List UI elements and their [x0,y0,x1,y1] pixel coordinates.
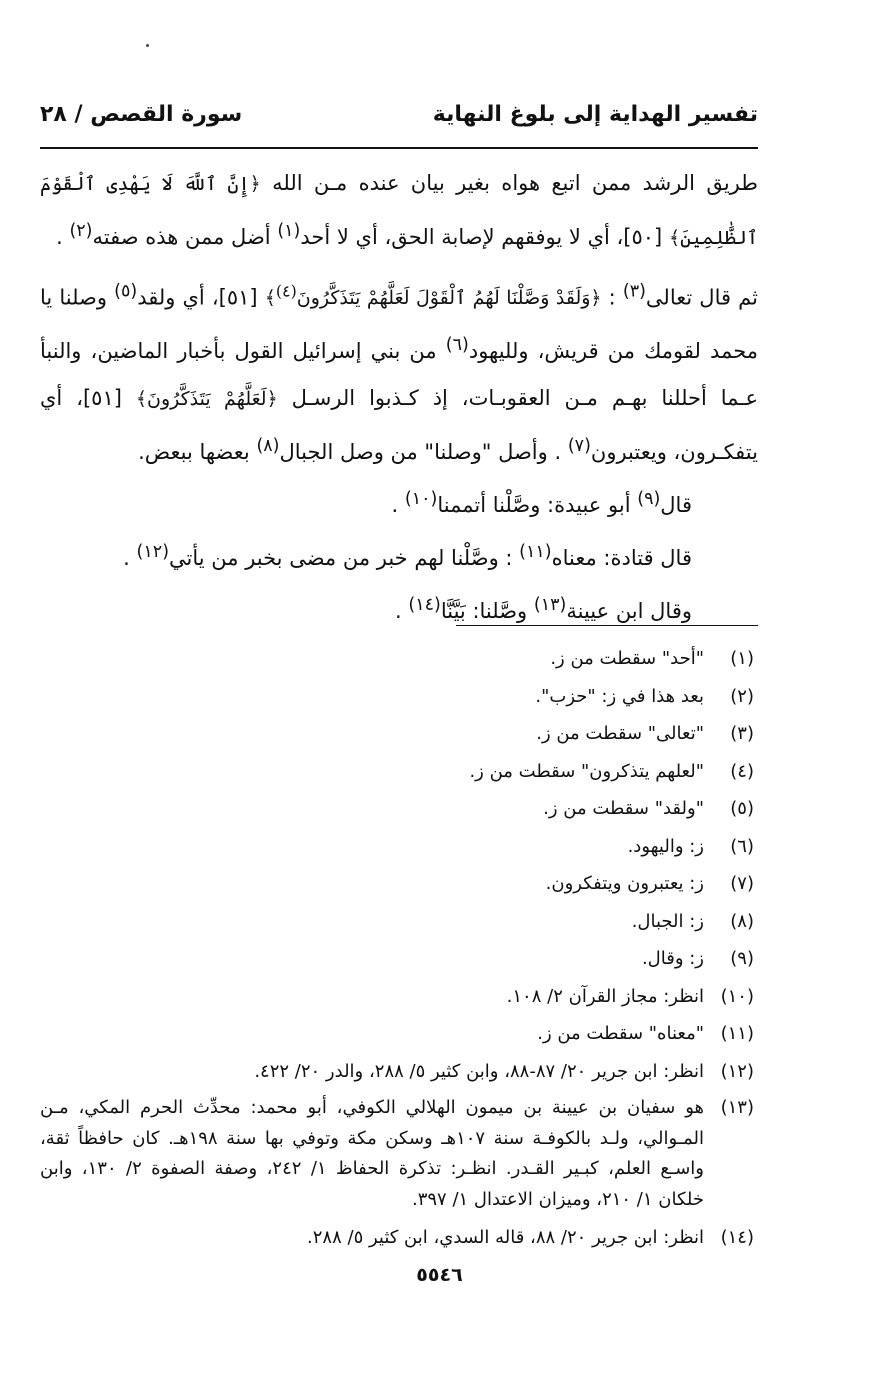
footnote-ref[interactable]: (١٣) [533,595,567,616]
text-run: من بني إسرائيل القول بأخبار الماضين، والنبأ عـما أحللنا بهـم مـن العقوبـات، إذ كـذبوا الرسـل [40,339,758,411]
text-run: : وصَّلْنا لهم خبر من مضى بخبر من يأتي [169,546,513,571]
footnote-ref[interactable]: (١٢) [136,542,170,563]
paragraph-1 [40,160,758,262]
footnote-ref[interactable]: (٩) [637,489,661,510]
footnote-number: (١٠) [720,985,754,1007]
footnote-number: (٢) [730,685,754,707]
header-rule [40,147,758,149]
footnote-number: (٣) [730,723,754,744]
footnote-item [40,1015,762,1053]
footnote-number: (٨) [730,910,754,932]
footnote-item [40,1093,762,1215]
footnote-text: "أحد" سقطت من ز. [550,648,704,669]
footnote-ref[interactable]: (١١) [519,542,552,563]
footnote-ref[interactable]: (٦) [445,335,469,356]
text-run: [٥١]، أي يتفكـرون، ويعتبرون [40,386,758,465]
footnote-ref[interactable]: (٨) [256,436,280,457]
footnote-text: ز: واليهود. [627,835,704,857]
text-run: قال [660,493,692,518]
text-run: . [395,599,402,624]
footnote-item [40,940,762,978]
footnote-ref[interactable]: (٧) [567,436,591,457]
footnote-item [40,1219,762,1257]
footnote-item [40,753,762,791]
footnote-item [40,678,762,716]
footnote-item [40,828,762,866]
footnote-number: (١٢) [720,1060,754,1082]
text-run: أبو عبيدة: وصَّلْنا أتممنا [437,493,631,518]
footnote-item [40,978,762,1016]
text-run: طريق الرشد ممن اتبع هواه بغير بيان عنده مـن الله [272,171,758,195]
footnote-text: انظر: ابن جرير ٢٠/ ٨٧-٨٨، وابن كثير ٥/ ٢٨٨، والدر ٢٠/ ٤٢٢. [254,1060,704,1082]
footnote-ref[interactable]: (٣) [622,281,646,302]
text-run: قال قتادة: معناه [551,546,692,571]
footnote-item [40,715,762,753]
footnote-number: (٦) [730,835,754,857]
footnote-rule [456,625,758,626]
footnote-number: (١١) [720,1023,754,1044]
quote-line-1 [40,476,758,529]
stray-ink-mark [146,44,149,47]
footnote-text: "معناه" سقطت من ز. [537,1023,704,1044]
paragraph-2 [40,268,758,476]
footnote-ref[interactable]: (١٤) [408,595,441,616]
text-run: : [608,285,616,310]
main-text [40,160,758,635]
footnote-text: انظر: ابن جرير ٢٠/ ٨٨، قاله السدي، ابن كثير ٥/ ٢٨٨. [307,1227,704,1248]
footnote-item [40,903,762,941]
running-header [40,102,758,127]
text-run: وصلنا يا محمد لقومك من قريش، ولليهود [40,285,758,364]
text-run: وصَّلنا: بَيَّنَّا [440,599,528,624]
footnote-number: (٩) [730,948,754,969]
footnote-ref[interactable]: (١٠) [404,489,438,510]
footnote-text: ز: الجبال. [631,910,704,932]
quran-verse [264,282,602,310]
footnote-ref[interactable]: (١) [277,221,301,241]
footnote-text: "تعالى" سقطت من ز. [536,723,704,744]
text-run: بعضها ببعض. [138,440,250,465]
text-run: . [56,225,63,249]
text-run: [٥١]، أي ولقد [137,285,258,310]
quran-verse-text: ﴿وَلَقَدْ وَصَّلْنَا لَهُمُ ٱلْقَوْلَ لَعَلَّهُمْ يَتَذَكَّرُونَ [296,287,602,310]
footnote-text: بعد هذا في ز: "حزب". [535,685,704,707]
quote-line-2 [40,529,758,582]
footnote-number: (٤) [730,760,754,782]
text-run: . وأصل "وصلنا" من وصل الجبال [279,440,562,465]
footnote-number: (٧) [730,873,754,894]
quote-line-3 [40,582,758,635]
quran-verse: ﴿إِنَّ ٱللَّهَ لَا يَهْدِى ٱلْقَوْمَ ٱلظَّٰلِمِينَ﴾ [40,173,758,249]
footnote-ref[interactable]: (٤) [275,282,297,301]
footnote-number: (١٤) [720,1227,754,1248]
footnotes [40,640,762,1257]
text-run: وقال ابن عيينة [566,599,692,624]
surah-section: سورة القصص / ٢٨ [40,102,243,127]
text-run: أضل ممن هذه صفته [92,225,271,249]
footnote-number: (٥) [730,798,754,819]
footnote-text: ز: يعتبرون ويتفكرون. [545,873,704,894]
footnote-number: (١٣) [720,1097,754,1118]
footnote-text: "ولقد" سقطت من ز. [543,798,704,819]
page-number: ٥٥٤٦ [416,1264,463,1286]
footnote-item [40,790,762,828]
footnote-text: "لعلهم يتذكرون" سقطت من ز. [469,760,704,782]
quran-verse: ﴿لَعَلَّهُمْ يَتَذَكَّرُونَ﴾ [135,388,278,411]
footnote-item [40,640,762,678]
footnote-text: انظر: مجاز القرآن ٢/ ١٠٨. [506,985,704,1007]
footnote-text: ز: وقال. [641,948,704,969]
footnote-item [40,1053,762,1091]
footnote-ref[interactable]: (٥) [114,281,138,302]
footnote-ref[interactable]: (٢) [69,221,93,241]
book-title: تفسير الهداية إلى بلوغ النهاية [432,102,758,127]
footnote-item [40,865,762,903]
text-run: . [391,493,399,518]
text-run: [٥٠]، أي لا يوفقهم لإصابة الحق، أي لا أحد [300,225,663,249]
footnote-number: (١) [730,648,754,669]
text-run: ثم قال تعالى [645,285,758,310]
footnote-text: هو سفيان بن عيينة بن ميمون الهلالي الكوفي، أبو محمد: محدِّث الحرم المكي، مـن المـوالي، ولـد بالكوفـة سنة ١٠٧هـ وسكن مكة وتوفي بها سنة ١٩٨هـ. كان حافظاً ثقة، واسـع العلم، كبـير القـدر. انظـر: تذكرة الحفاظ ١/ ٢٤٢، وصفة الصفوة ٢/ ١٣٠، وابن خلكان ١/ ٢١٠، وميزان الاعتدال ١/ ٣٩٧. [40,1097,705,1210]
quran-bracket: ﴾ [264,287,276,310]
text-run: . [123,546,130,571]
